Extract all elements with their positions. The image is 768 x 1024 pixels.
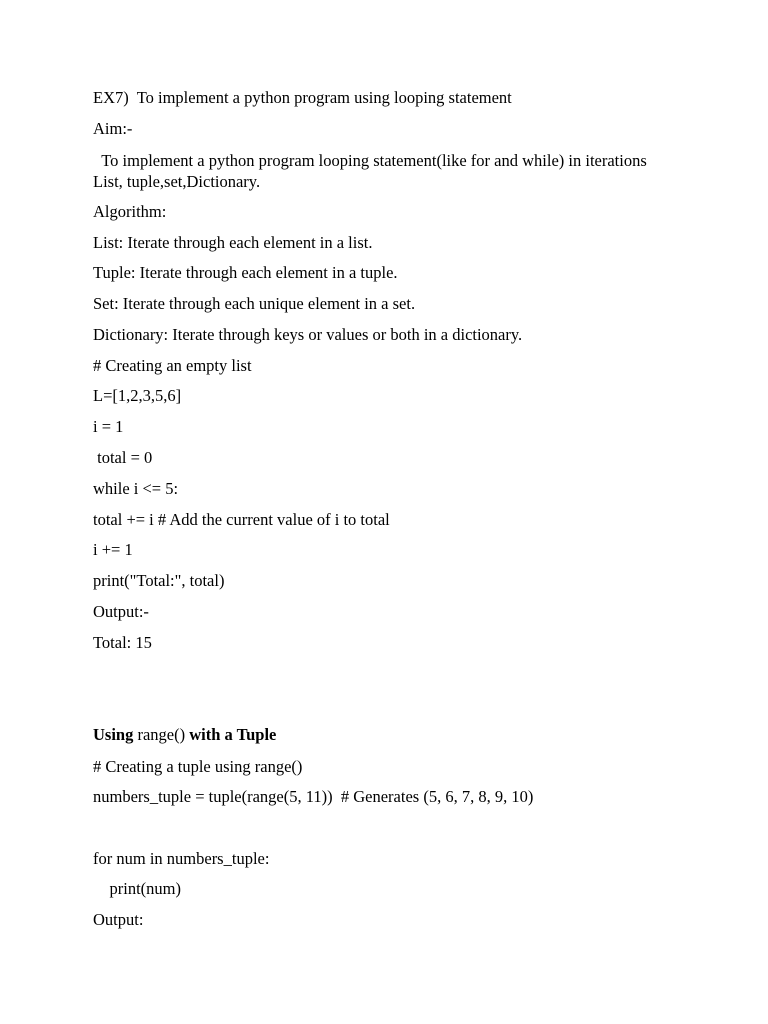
output-value: Total: 15 xyxy=(93,633,152,652)
code-line: for num in numbers_tuple: xyxy=(93,849,270,868)
algorithm-step-set: Set: Iterate through each unique element in a set. xyxy=(93,294,416,313)
code-line: print("Total:", total) xyxy=(93,571,225,590)
heading-bold-start: Using xyxy=(93,725,134,744)
algorithm-step-list: List: Iterate through each element in a list. xyxy=(93,233,373,252)
exercise-title: EX7) To implement a python program using looping statement xyxy=(93,88,512,107)
code-line: while i <= 5: xyxy=(93,479,179,498)
aim-text: To implement a python program looping statement(like for and while) in iterations List, tuple,set,Dictionary. xyxy=(93,151,651,191)
heading-bold-end: with a Tuple xyxy=(189,725,277,744)
code-line: print(num) xyxy=(93,879,181,898)
heading-normal-mid: range() xyxy=(133,725,190,744)
algorithm-step-tuple: Tuple: Iterate through each element in a tuple. xyxy=(93,263,398,282)
output-label: Output:- xyxy=(93,602,149,621)
aim-label: Aim:- xyxy=(93,119,133,138)
code-line: i = 1 xyxy=(93,417,124,436)
code-line: numbers_tuple = tuple(range(5, 11)) # Generates (5, 6, 7, 8, 9, 10) xyxy=(93,787,534,806)
code-line: # Creating an empty list xyxy=(93,356,252,375)
code-line: total += i # Add the current value of i to total xyxy=(93,510,390,529)
code-line: # Creating a tuple using range() xyxy=(93,757,303,776)
section-heading xyxy=(93,725,276,745)
code-line: i += 1 xyxy=(93,540,133,559)
code-line: total = 0 xyxy=(93,448,153,467)
algorithm-label: Algorithm: xyxy=(93,202,167,221)
code-line: L=[1,2,3,5,6] xyxy=(93,386,182,405)
output-label: Output: xyxy=(93,910,144,929)
algorithm-step-dictionary: Dictionary: Iterate through keys or values or both in a dictionary. xyxy=(93,325,523,344)
